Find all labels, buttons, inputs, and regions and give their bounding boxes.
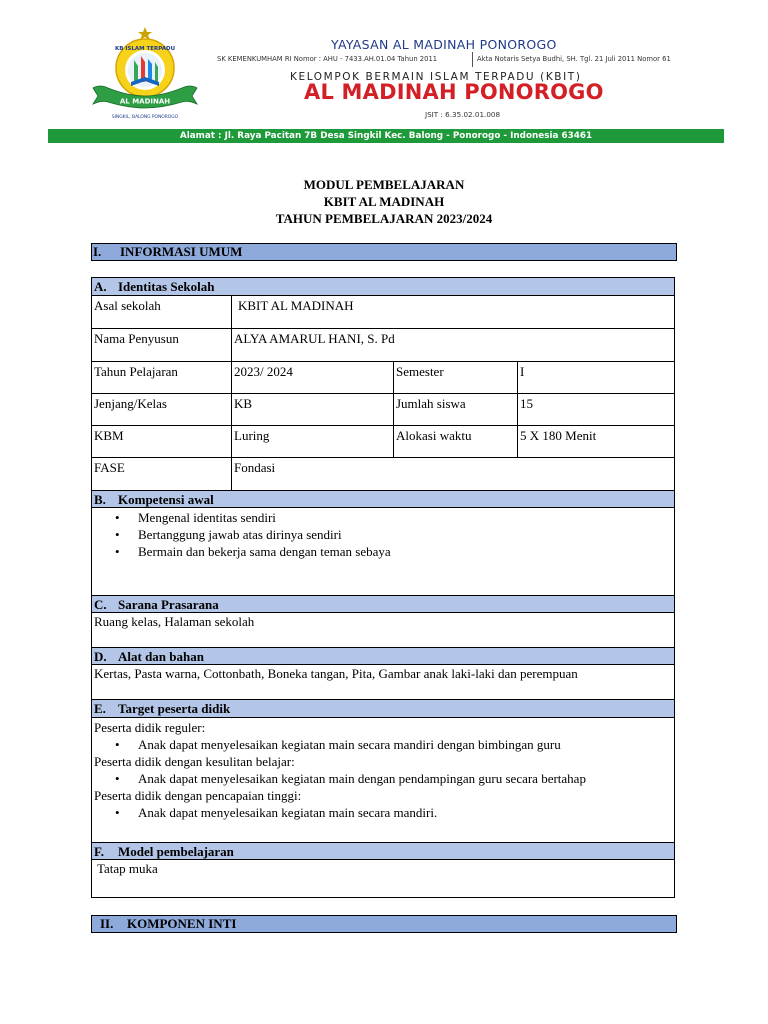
logo-ribbon-text: AL MADINAH: [119, 97, 171, 106]
list-item: • Bermain dan bekerja sama dengan teman sebaya: [92, 543, 674, 560]
list-item: • Mengenal identitas sendiri: [92, 509, 674, 526]
document-title: MODUL PEMBELAJARAN: [303, 177, 465, 192]
academic-year-title: TAHUN PEMBELAJARAN 2023/2024: [275, 211, 493, 226]
legal-decree: SK KEMENKUMHAM RI Nomor : AHU - 7433.AH.01.04 Tahun 2011: [217, 55, 438, 63]
subsection-heading: Kompetensi awal: [118, 492, 214, 507]
jumlah-siswa-label: Jumlah siswa: [394, 394, 518, 425]
school-logo: [88, 26, 202, 128]
target-group-label: Peserta didik dengan kesulitan belajar:: [94, 754, 295, 769]
kompetensi-header: [92, 491, 674, 508]
table-row: [92, 426, 674, 458]
nama-penyusun-label: Nama Penyusun: [92, 329, 232, 361]
model-header: [92, 843, 674, 860]
semester-label: Semester: [394, 362, 518, 393]
sarana-body: [92, 613, 674, 648]
alat-body: [92, 665, 674, 700]
sarana-header: [92, 596, 674, 613]
fase-value: Fondasi: [234, 460, 276, 475]
section-number: I.: [93, 244, 102, 259]
foundation-name: YAYASAN AL MADINAH PONOROGO: [331, 37, 557, 52]
table-row: [92, 362, 674, 394]
alokasi-waktu-label: Alokasi waktu: [394, 426, 518, 457]
alokasi-waktu-value: 5 X 180 Menit: [520, 428, 597, 443]
subsection-letter: C.: [94, 597, 107, 612]
jenjang-label: Jenjang/Kelas: [92, 394, 232, 425]
alat-text: Kertas, Pasta warna, Cottonbath, Boneka tangan, Pita, Gambar anak laki-laki dan perempuan: [94, 666, 578, 681]
tahun-pelajaran-label: Tahun Pelajaran: [92, 362, 232, 393]
kbm-value: Luring: [232, 426, 394, 457]
nama-penyusun-value: ALYA AMARUL HANI, S. Pd: [234, 331, 395, 346]
subsection-letter: F.: [94, 844, 104, 859]
table-row: [92, 458, 674, 491]
section-number: II.: [100, 916, 114, 931]
section-informasi-umum: [91, 243, 677, 261]
subsection-heading: Alat dan bahan: [118, 649, 204, 664]
table-row: [92, 329, 674, 362]
section-label: KOMPONEN INTI: [127, 916, 237, 931]
logo-bottom-text: SINGKIL, BALONG PONOROGO: [111, 115, 179, 120]
fase-label: FASE: [92, 458, 232, 490]
alat-header: [92, 648, 674, 665]
subsection-heading: Sarana Prasarana: [118, 597, 219, 612]
table-row: [92, 296, 674, 329]
logo-top-text: KB ISLAM TERPADU: [114, 46, 176, 52]
asal-sekolah-value: KBIT AL MADINAH: [238, 298, 354, 313]
address-text: Alamat : Jl. Raya Pacitan 7B Desa Singkil Kec. Balong - Ponorogo - Indonesia 63461: [179, 131, 593, 141]
section-komponen-inti: [91, 915, 677, 933]
model-body: [92, 860, 674, 897]
address-bar: [48, 129, 724, 143]
subsection-letter: D.: [94, 649, 107, 664]
document-subtitle: KBIT AL MADINAH: [323, 194, 445, 209]
sarana-text: Ruang kelas, Halaman sekolah: [94, 614, 255, 629]
subsection-letter: B.: [94, 492, 106, 507]
tahun-pelajaran-value: 2023/ 2024: [232, 362, 394, 393]
list-item: • Anak dapat menyelesaikan kegiatan main secara mandiri dengan bimbingan guru: [92, 736, 674, 753]
target-group-label: Peserta didik reguler:: [94, 720, 206, 735]
table-row: [92, 394, 674, 426]
jsit-number: JSIT : 6.35.02.01.008: [425, 110, 501, 119]
notary-deed: Akta Notaris Setya Budhi, SH. Tgl. 21 Juli 2011 Nomor 61: [477, 55, 671, 63]
school-name: AL MADINAH PONOROGO: [304, 80, 604, 104]
target-group-label: Peserta didik dengan pencapaian tinggi:: [94, 788, 302, 803]
list-item: • Bertanggung jawab atas dirinya sendiri: [92, 526, 674, 543]
subsection-heading: Identitas Sekolah: [118, 279, 215, 294]
target-body: [92, 718, 674, 843]
jenjang-value: KB: [232, 394, 394, 425]
list-item: • Anak dapat menyelesaikan kegiatan main dengan pendampingan guru secara bertahap: [92, 770, 674, 787]
school-group-line: KELOMPOK BERMAIN ISLAM TERPADU (KBIT): [290, 71, 582, 83]
target-header: [92, 700, 674, 718]
asal-sekolah-label: Asal sekolah: [92, 296, 232, 328]
subsection-letter: A.: [94, 279, 107, 294]
kompetensi-body: [92, 508, 674, 596]
subsection-letter: E.: [94, 701, 106, 716]
information-table: [91, 277, 675, 898]
jumlah-siswa-value: 15: [520, 396, 533, 411]
semester-value: I: [520, 364, 525, 379]
identitas-header: [92, 278, 674, 296]
subsection-heading: Model pembelajaran: [118, 844, 234, 859]
kbm-label: KBM: [92, 426, 232, 457]
section-label: INFORMASI UMUM: [120, 244, 243, 259]
legal-divider: [472, 52, 473, 67]
subsection-heading: Target peserta didik: [118, 701, 231, 716]
model-text: Tatap muka: [97, 861, 158, 876]
list-item: • Anak dapat menyelesaikan kegiatan main secara mandiri.: [92, 804, 674, 821]
